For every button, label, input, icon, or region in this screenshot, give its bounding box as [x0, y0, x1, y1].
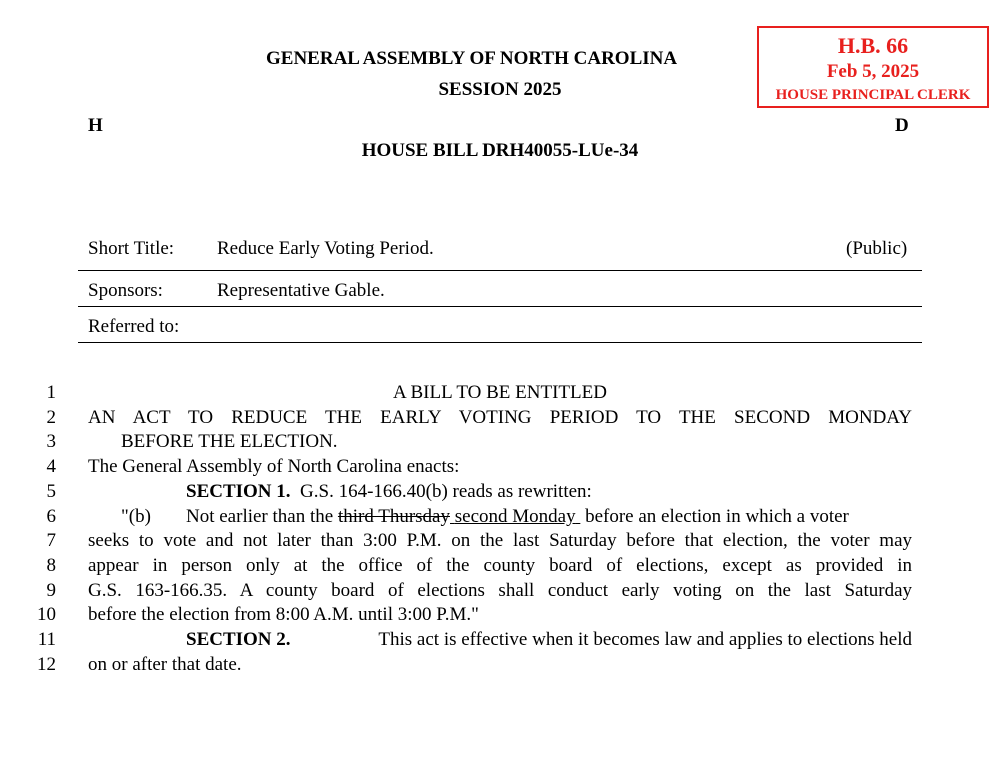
assembly-heading: GENERAL ASSEMBLY OF NORTH CAROLINA: [266, 48, 678, 69]
line-number: 11: [37, 629, 56, 650]
body-line: appear in person only at the office of the county board of elections, except as provided in: [88, 555, 912, 576]
short-title-value: Reduce Early Voting Period.: [217, 238, 434, 259]
session-heading: SESSION 2025: [438, 79, 562, 100]
divider: [78, 270, 922, 271]
enacting-clause: The General Assembly of North Carolina enacts:: [88, 456, 460, 477]
line-number: 12: [37, 654, 56, 675]
stamp-clerk: HOUSE PRINCIPAL CLERK: [775, 87, 971, 103]
line-number: 3: [46, 431, 56, 452]
filing-stamp: [757, 26, 989, 108]
body-line: G.S. 163-166.35. A county board of elections shall conduct early voting on the last Saturday: [88, 580, 912, 601]
amended-text: before an election in which a voter: [585, 506, 849, 527]
line-number: 9: [46, 580, 56, 601]
line-number: 10: [37, 604, 56, 625]
section-2-text: This act is effective when it becomes law and applies to elections held: [378, 629, 912, 650]
public-tag: (Public): [846, 238, 908, 259]
body-line: before the election from 8:00 A.M. until 3:00 P.M.": [88, 604, 479, 625]
body-line: on or after that date.: [88, 654, 242, 675]
body-line: seeks to vote and not later than 3:00 P.M. on the last Saturday before that election, the voter may: [88, 530, 912, 551]
sponsors-label: Sponsors:: [88, 280, 163, 301]
referred-label: Referred to:: [88, 316, 180, 337]
chamber-letter: H: [88, 115, 103, 136]
divider: [78, 306, 922, 307]
deleted-text: third Thursday: [337, 506, 450, 527]
section-1-line: [186, 481, 592, 503]
line-number: 7: [46, 530, 56, 551]
version-letter: D: [895, 115, 909, 136]
sponsors-value: Representative Gable.: [217, 280, 385, 301]
bill-entitled-heading: A BILL TO BE ENTITLED: [393, 382, 607, 403]
line-number: 5: [46, 481, 56, 502]
amended-text: Not earlier than the: [186, 506, 334, 527]
section-2-line: [186, 629, 912, 651]
act-title-line: AN ACT TO REDUCE THE EARLY VOTING PERIOD TO THE SECOND MONDAY: [88, 407, 912, 428]
stamp-bill-number: H.B. 66: [837, 33, 909, 58]
divider: [78, 342, 922, 343]
amended-text-line: [186, 506, 849, 528]
line-number: 4: [46, 456, 56, 477]
line-number: 1: [46, 382, 56, 403]
section-2-heading: SECTION 2.: [186, 629, 291, 650]
line-number: 8: [46, 555, 56, 576]
section-1-text: G.S. 164-166.40(b) reads as rewritten:: [300, 481, 592, 502]
act-title-line: BEFORE THE ELECTION.: [121, 431, 338, 452]
bill-draft-title: HOUSE BILL DRH40055-LUe-34: [361, 140, 639, 161]
line-number: 6: [46, 506, 56, 527]
subsection-marker: "(b): [121, 506, 151, 527]
section-1-heading: SECTION 1.: [186, 481, 291, 502]
line-number: 2: [46, 407, 56, 428]
inserted-text: [450, 506, 580, 527]
short-title-label: Short Title:: [88, 238, 175, 259]
stamp-date: Feb 5, 2025: [826, 61, 920, 82]
inserted-text-value: second Monday: [454, 506, 576, 527]
